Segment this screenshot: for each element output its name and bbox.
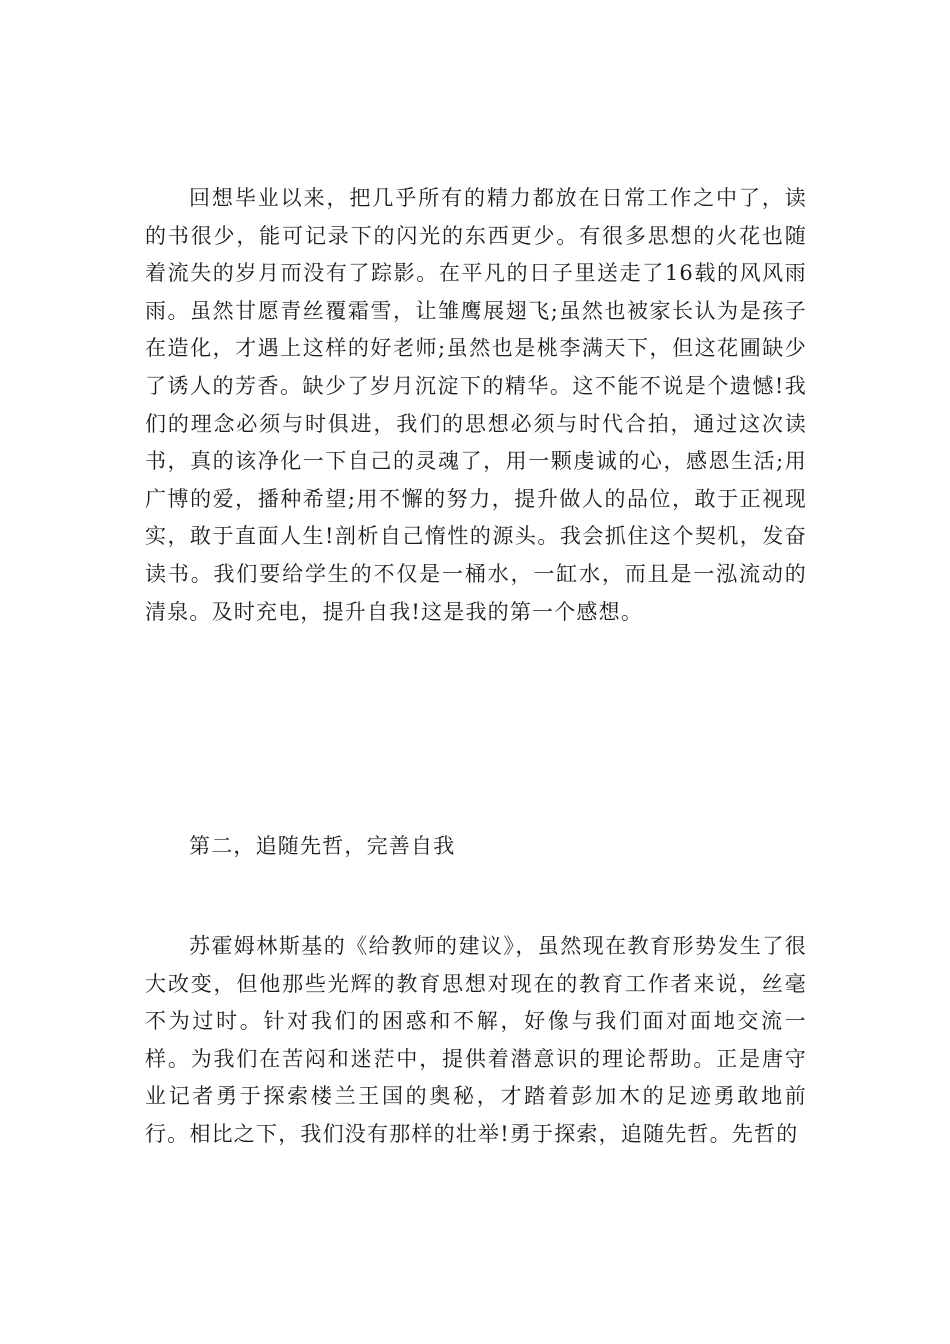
paragraph-sukhomlinsky: 苏霍姆林斯基的《给教师的建议》，虽然现在教育形势发生了很大改变，但他那些光辉的教育思想对现在的教育工作者来说，丝毫不为过时。针对我们的困惑和不解，好像与我们面对面地交流一样。为我们在苦闷和迷茫中，提供着潜意识的理论帮助。正是唐守业记者勇于探索楼兰王国的奥秘，才踏着彭加木的足迹勇敢地前行。相比之下，我们没有那样的壮举!勇于探索，追随先哲。先哲的 [145,934,807,1146]
section-heading: 第二，追随先哲，完善自我 [189,834,456,858]
paragraph-reflection: 回想毕业以来，把几乎所有的精力都放在日常工作之中了，读的书很少，能可记录下的闪光的东西更少。有很多思想的火花也随着流失的岁月而没有了踪影。在平凡的日子里送走了16载的风风雨雨。虽然甘愿青丝覆霜雪，让雏鹰展翅飞;虽然也被家长认为是孩子在造化，才遇上这样的好老师;虽然也是桃李满天下，但这花圃缺少了诱人的芳香。缺少了岁月沉淀下的精华。这不能不说是个遗憾!我们的理念必须与时俱进，我们的思想必须与时代合拍，通过这次读书，真的该净化一下自己的灵魂了，用一颗虔诚的心，感恩生活;用广博的爱，播种希望;用不懈的努力，提升做人的品位，敢于正视现实，敢于直面人生!剖析自己惰性的源头。我会抓住这个契机，发奋读书。我们要给学生的不仅是一桶水，一缸水，而且是一泓流动的清泉。及时充电，提升自我!这是我的第一个感想。 [145,186,807,624]
